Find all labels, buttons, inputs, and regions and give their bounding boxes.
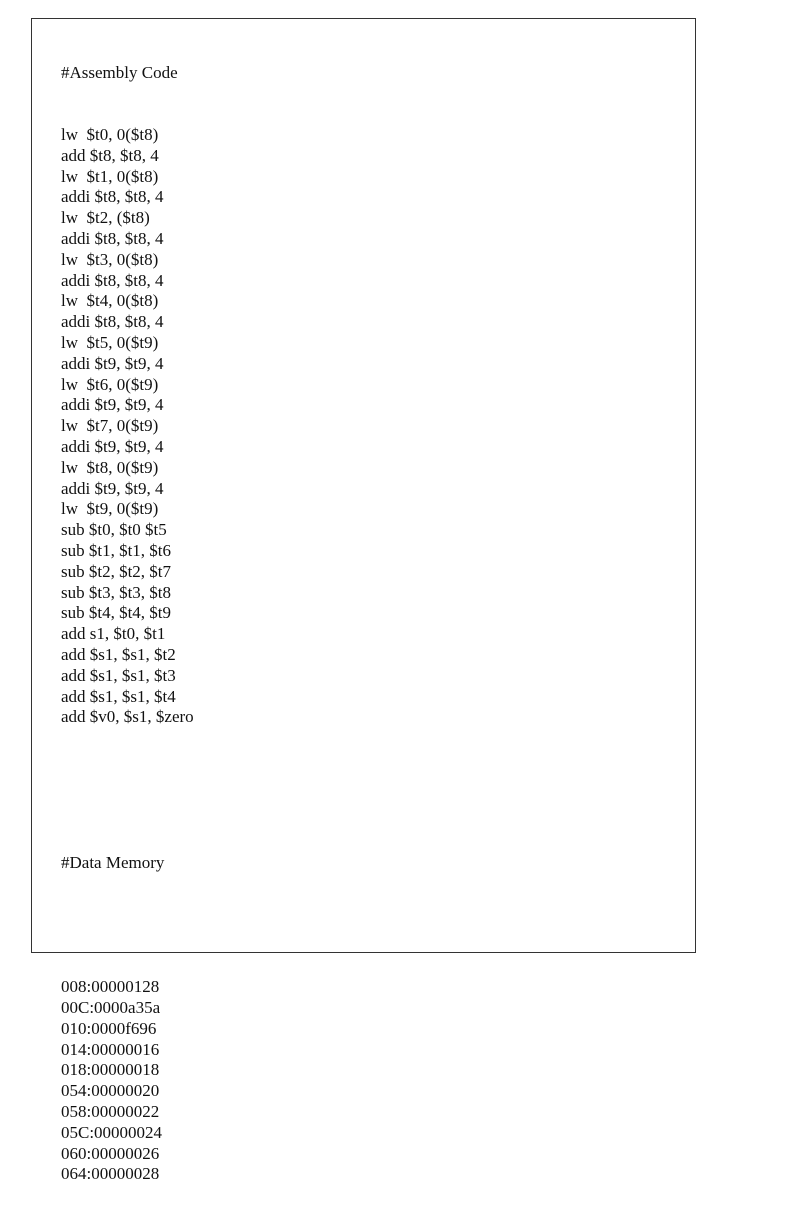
assembly-code-line: addi $t9, $t9, 4 (61, 353, 164, 373)
assembly-heading: #Assembly Code (61, 62, 178, 82)
assembly-code-line: addi $t8, $t8, 4 (61, 187, 164, 207)
assembly-code-line: lw $t2, ($t8) (61, 208, 150, 228)
data-memory-line: 064:00000028 (61, 1164, 160, 1184)
assembly-code-line: sub $t2, $t2, $t7 (61, 561, 172, 581)
assembly-code-line: add $s1, $s1, $t3 (61, 665, 176, 685)
assembly-code-line: add $t8, $t8, 4 (61, 145, 159, 165)
assembly-code-line: lw $t7, 0($t9) (61, 416, 159, 436)
document-content (61, 21, 194, 1227)
assembly-code-line: lw $t6, 0($t9) (61, 374, 159, 394)
assembly-code-line: lw $t1, 0($t8) (61, 166, 159, 186)
data-memory-line: 060:00000026 (61, 1143, 160, 1163)
data-memory-line: 014:00000016 (61, 1039, 160, 1059)
assembly-code-line: addi $t8, $t8, 4 (61, 228, 164, 248)
assembly-code-line: sub $t4, $t4, $t9 (61, 603, 172, 623)
assembly-code-line: add $s1, $s1, $t4 (61, 686, 176, 706)
assembly-code-line: lw $t4, 0($t8) (61, 291, 159, 311)
assembly-code-line: addi $t8, $t8, 4 (61, 270, 164, 290)
data-memory-line: 00C:0000a35a (61, 998, 161, 1018)
assembly-code-line: lw $t3, 0($t8) (61, 249, 159, 269)
data-memory-line: 054:00000020 (61, 1081, 160, 1101)
assembly-code-line: addi $t9, $t9, 4 (61, 436, 164, 456)
section-spacer (61, 770, 194, 812)
data-memory-block (61, 977, 194, 1185)
assembly-code-line: lw $t8, 0($t9) (61, 457, 159, 477)
assembly-code-block (61, 125, 194, 728)
assembly-code-line: lw $t0, 0($t8) (61, 124, 159, 144)
assembly-code-line: addi $t8, $t8, 4 (61, 312, 164, 332)
assembly-code-line: sub $t3, $t3, $t8 (61, 582, 172, 602)
assembly-code-line: sub $t0, $t0 $t5 (61, 520, 167, 540)
data-memory-line: 008:00000128 (61, 977, 160, 997)
data-memory-heading: #Data Memory (61, 853, 165, 873)
data-memory-line: 018:00000018 (61, 1060, 160, 1080)
assembly-code-line: lw $t9, 0($t9) (61, 499, 159, 519)
section-spacer (61, 916, 194, 936)
assembly-code-line: addi $t9, $t9, 4 (61, 395, 164, 415)
assembly-code-line: sub $t1, $t1, $t6 (61, 540, 172, 560)
assembly-code-line: add $v0, $s1, $zero (61, 707, 194, 727)
data-memory-line: 010:0000f696 (61, 1018, 157, 1038)
data-memory-line: 058:00000022 (61, 1102, 160, 1122)
assembly-code-line: addi $t9, $t9, 4 (61, 478, 164, 498)
assembly-code-line: add s1, $t0, $t1 (61, 624, 166, 644)
assembly-code-line: lw $t5, 0($t9) (61, 332, 159, 352)
document-box (31, 18, 696, 1184)
data-memory-line: 05C:00000024 (61, 1122, 163, 1142)
assembly-code-line: add $s1, $s1, $t2 (61, 644, 176, 664)
